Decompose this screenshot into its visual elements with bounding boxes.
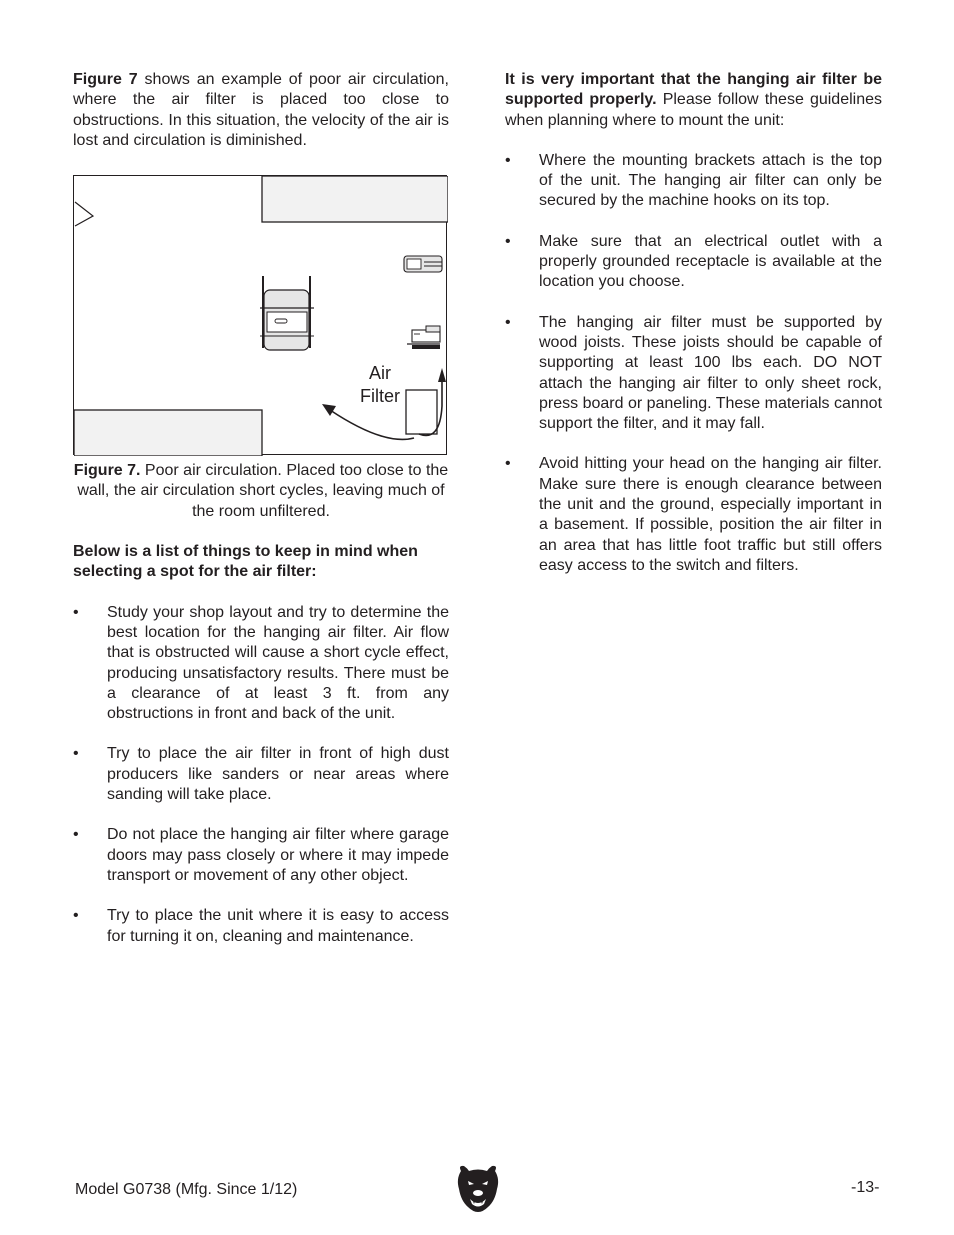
bear-head-logo-icon [455,1163,501,1213]
air-filter-label [354,362,406,408]
top-right-bench [262,176,448,222]
list-item-text: Try to place the air filter in front of high dust producers like sanders or near areas where sanding will take place. [107,745,449,804]
air-filter-unit [406,390,437,434]
bullet-marker: • [505,313,511,331]
bullet-marker: • [505,232,511,250]
list-item [505,232,882,293]
bench-machine-2 [407,326,440,349]
page-number: -13- [851,1179,880,1196]
figure-caption [73,461,449,522]
footer-model: Model G0738 (Mfg. Since 1/12) [75,1181,298,1198]
bullet-marker: • [505,151,511,169]
list-item-text: Avoid hitting your head on the hanging air filter. Make sure there is enough clearance between the unit and the ground, especially important in a basement. If possible, position the air filter in an area that has little foot traffic but still offers easy access to the switch and filters. [539,455,882,574]
air-filter-label-line1: Air [369,363,391,384]
bullet-marker: • [505,455,511,473]
list-item-text: The hanging air filter must be supported by wood joists. These joists should be capable of supporting at least 100 lbs each. DO NOT attach the hanging air filter to only sheet rock, press board or paneling. These materials cannot support the filter, and it may fall. [539,313,883,433]
list-item [505,151,882,212]
support-intro [505,70,882,131]
list-item-text: Study your shop layout and try to determine the best location for the hanging air filter. Air flow that is obstructed will cause a short cycle effect, producing unsatisfactory results. There must be a clearance of at least 3 ft. from any obstructions in front and back of the unit. [107,603,449,723]
list-item [505,313,882,435]
bullet-marker: • [73,826,79,844]
airflow-arrow-return [330,410,414,439]
air-filter-label-line2: Filter [360,386,400,407]
figure-7-diagram [73,175,447,455]
bottom-left-bench [74,410,262,456]
list-item [505,454,882,576]
caption-ref: Figure 7. [73,462,141,480]
left-bullet-list [73,603,449,947]
figure-reference: Figure 7 [73,71,138,88]
list-item [73,825,449,886]
list-item [73,744,449,805]
right-column [505,70,882,596]
list-item-text: Try to place the unit where it is easy to access for turning it on, cleaning and maintenance. [107,907,449,945]
bullet-marker: • [73,745,79,763]
cabinet-machine [260,276,314,350]
support-intro-text: Please follow these guidelines when planning where to mount the unit: [505,91,882,129]
support-intro-bold: It is very important that the hanging air filter be supported properly. [505,71,882,109]
bench-machine-1 [404,256,442,272]
list-item [73,603,449,725]
intro-paragraph [73,70,449,151]
shop-layout-drawing [74,176,448,456]
bullet-marker: • [73,907,79,925]
door-swing [75,202,93,226]
list-item-text: Where the mounting brackets attach is the top of the unit. The hanging air filter can only be secured by the machine hooks on its top. [539,151,882,210]
bullet-marker: • [73,603,79,621]
section-heading: Below is a list of things to keep in mind when selecting a spot for the air filter: [73,543,418,581]
list-item-text: Make sure that an electrical outlet with a properly grounded receptacle is available at the location you choose. [539,232,882,291]
right-bullet-list [505,151,882,576]
caption-text: Poor air circulation. Placed too close to the wall, the air circulation short cycles, leaving much of the room unfiltered. [77,462,449,520]
list-item [73,906,449,947]
left-column [73,70,449,967]
intro-text: shows an example of poor air circulation, where the air filter is placed too close to obstructions. In this situation, the velocity of the air is lost and circulation is diminished. [73,71,450,149]
list-item-text: Do not place the hanging air filter where garage doors may pass closely or where it may impede transport or movement of any other object. [107,826,449,884]
